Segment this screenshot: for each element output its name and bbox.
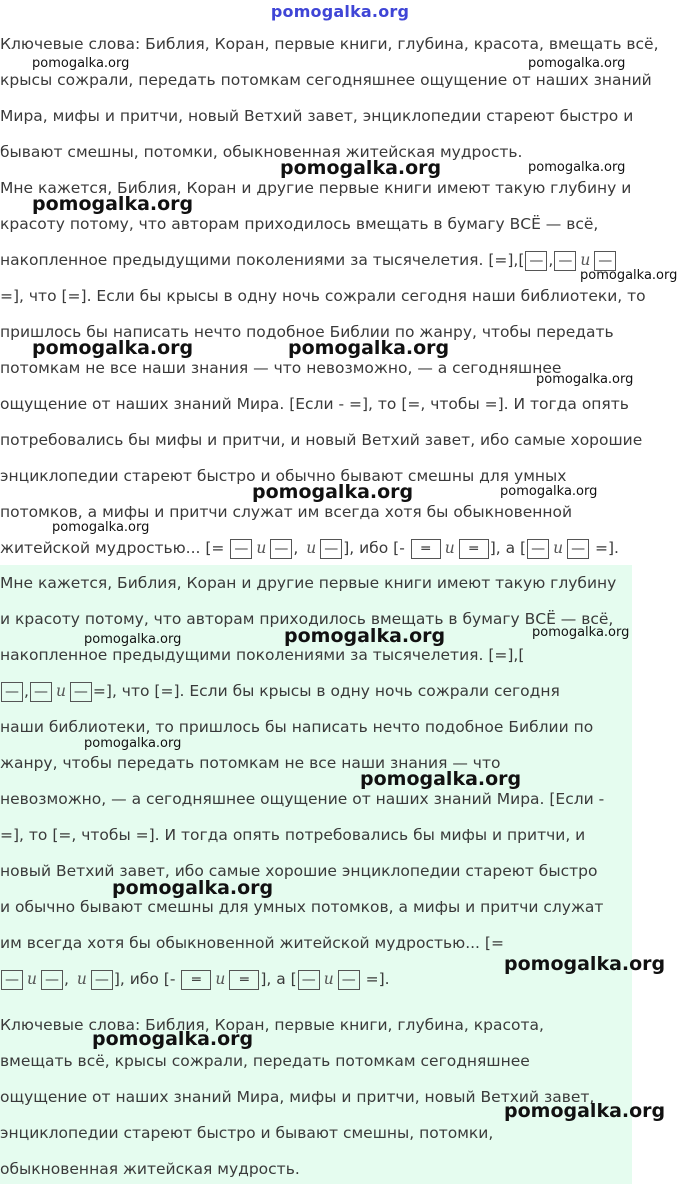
dash-box: —: [320, 539, 342, 559]
text-line: новый Ветхий завет, ибо самые хорошие энциклопедии стареют быстро: [0, 862, 598, 880]
scheme-line: — , — и — =], что [=]. Если бы крысы в одну ночь сожрали сегодня: [0, 681, 560, 702]
text-line: и красоту потому, что авторам приходилось вмещать в бумагу ВСЁ — всё,: [0, 610, 614, 628]
scheme-line: накопленное предыдущими поколениями за тысячелетия. [=],[ — , — и —: [0, 250, 617, 271]
watermark: pomogalka.org: [284, 625, 446, 647]
watermark: pomogalka.org: [504, 1100, 666, 1122]
site-header[interactable]: pomogalka.org: [270, 2, 410, 21]
dash-box: —: [270, 539, 292, 559]
text-line: и обычно бывают смешны для умных потомков, а мифы и притчи служат: [0, 898, 604, 916]
text-line: =], то [=, чтобы =]. И тогда опять потребовались бы мифы и притчи, и: [0, 826, 586, 844]
scheme-line: — и — , и — ], ибо [- ═ и ═ ], а [ — и — =].: [0, 969, 390, 990]
dash-box: —: [1, 970, 23, 990]
watermark: pomogalka.org: [252, 481, 414, 503]
text-line: красоту потому, что авторам приходилось вмещать в бумагу ВСЁ — всё,: [0, 215, 599, 233]
watermark: pomogalka.org: [536, 372, 634, 387]
text-line: крысы сожрали, передать потомкам сегодняшнее ощущение от наших знаний: [0, 71, 652, 89]
dash-box: —: [527, 539, 549, 559]
text-line: энциклопедии стареют быстро и бывают смешны, потомки,: [0, 1124, 494, 1142]
watermark: pomogalka.org: [32, 193, 194, 215]
text-line: ощущение от наших знаний Мира, мифы и притчи, новый Ветхий завет,: [0, 1088, 595, 1106]
text-line: накопленное предыдущими поколениями за тысячелетия. [=],[: [0, 646, 525, 664]
text-line: Ключевые слова: Библия, Коран, первые книги, глубина, красота,: [0, 1016, 544, 1034]
watermark: pomogalka.org: [504, 953, 666, 975]
text-line: ощущение от наших знаний Мира. [Если - =], то [=, чтобы =]. И тогда опять: [0, 395, 629, 413]
watermark: pomogalka.org: [92, 1028, 254, 1050]
watermark: pomogalka.org: [32, 337, 194, 359]
watermark: pomogalka.org: [580, 268, 678, 283]
dash-box: —: [554, 251, 576, 271]
watermark: pomogalka.org: [528, 160, 626, 175]
watermark: pomogalka.org: [532, 625, 630, 640]
dash-box: —: [91, 970, 113, 990]
dash-box: —: [298, 970, 320, 990]
dash-box: —: [594, 251, 616, 271]
dash-box: —: [30, 682, 52, 702]
text-line: Мне кажется, Библия, Коран и другие первые книги имеют такую глубину и: [0, 179, 632, 197]
dash-box: —: [567, 539, 589, 559]
text-line: наши библиотеки, то пришлось бы написать нечто подобное Библии по: [0, 718, 594, 736]
dash-box: —: [1, 682, 23, 702]
watermark: pomogalka.org: [84, 632, 182, 647]
text-line: =], что [=]. Если бы крысы в одну ночь сожрали сегодня наши библиотеки, то: [0, 287, 646, 305]
double-box: ═: [411, 539, 441, 559]
watermark: pomogalka.org: [288, 337, 450, 359]
watermark: pomogalka.org: [500, 484, 598, 499]
dash-box: —: [70, 682, 92, 702]
text-line: Мира, мифы и притчи, новый Ветхий завет, энциклопедии стареют быстро и: [0, 107, 634, 125]
text-line: энциклопедии стареют быстро и обычно бывают смешны для умных: [0, 467, 567, 485]
double-box: ═: [181, 970, 211, 990]
double-box: ═: [459, 539, 489, 559]
watermark: pomogalka.org: [360, 768, 522, 790]
text-line: пришлось бы написать нечто подобное Библии по жанру, чтобы передать: [0, 323, 614, 341]
text-line: потомков, а мифы и притчи служат им всегда хотя бы обыкновенной: [0, 503, 573, 521]
scheme-line: житейской мудростью... [= — и — , и — ], ибо [- ═ и ═ ], а [ — и — =].: [0, 539, 619, 557]
text-line: обыкновенная житейская мудрость.: [0, 1160, 300, 1178]
text-line: Ключевые слова: Библия, Коран, первые книги, глубина, красота, вмещать всё,: [0, 35, 659, 53]
text-line: вмещать всё, крысы сожрали, передать потомкам сегодняшнее: [0, 1052, 530, 1070]
watermark: pomogalka.org: [52, 520, 150, 535]
watermark: pomogalka.org: [280, 157, 442, 179]
dash-box: —: [525, 251, 547, 271]
text-line: Мне кажется, Библия, Коран и другие первые книги имеют такую глубину: [0, 574, 617, 592]
dash-box: —: [230, 539, 252, 559]
watermark: pomogalka.org: [32, 56, 130, 71]
dash-box: —: [338, 970, 360, 990]
text-line: им всегда хотя бы обыкновенной житейской мудростью... [=: [0, 934, 504, 952]
text-line: жанру, чтобы передать потомкам не все наши знания — что: [0, 754, 501, 772]
watermark: pomogalka.org: [112, 877, 274, 899]
watermark: pomogalka.org: [528, 56, 626, 71]
text-line: накопленное предыдущими поколениями за тысячелетия. [=],[: [0, 251, 525, 269]
text-line: бывают смешны, потомки, обыкновенная житейская мудрость.: [0, 143, 523, 161]
watermark: pomogalka.org: [84, 736, 182, 751]
double-box: ═: [229, 970, 259, 990]
text-line: потомкам не все наши знания — что невозможно, — а сегодняшнее: [0, 359, 562, 377]
conj-u: и: [580, 251, 591, 269]
text-line: невозможно, — а сегодняшнее ощущение от наших знаний Мира. [Если -: [0, 790, 605, 808]
text-line: потребовались бы мифы и притчи, и новый Ветхий завет, ибо самые хорошие: [0, 431, 643, 449]
dash-box: —: [41, 970, 63, 990]
